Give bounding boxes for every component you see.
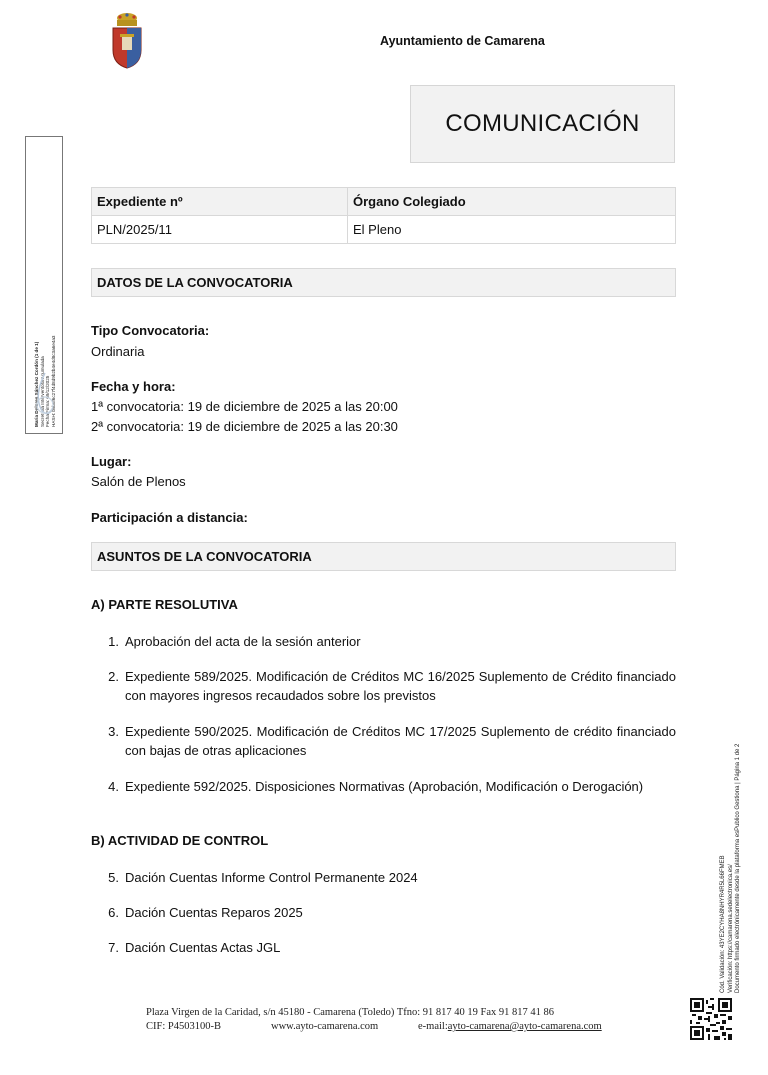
footer-cif: CIF: P4503100-B	[146, 1021, 221, 1032]
tipo-convocatoria-value: Ordinaria	[91, 344, 145, 359]
document-title: COMUNICACIÓN	[445, 110, 640, 137]
list-item-number: 2.	[108, 669, 119, 684]
table-row	[92, 216, 676, 244]
lugar-value: Salón de Plenos	[91, 474, 186, 489]
signer-role: Secretaria Interventora Acumulada	[39, 356, 45, 427]
tipo-convocatoria-label: Tipo Convocatoria:	[91, 323, 210, 338]
organo-value: El Pleno	[348, 216, 676, 244]
section-title: ASUNTOS DE LA CONVOCATORIA	[97, 549, 312, 564]
validation-url[interactable]: Verificación: https://camarena.sedelectronica.es/	[727, 864, 734, 993]
footer-email-link[interactable]: ayto-camarena@ayto-camarena.com	[447, 1021, 602, 1032]
organization-name: Ayuntamiento de Camarena	[380, 34, 545, 48]
signature-hash: HASH: b9b6f6c27f4d8d9b2b4e4d8c3a6e4a3	[50, 335, 56, 427]
validation-code: Cód. Validación: 43YE2CYHA8NHYR4R5L66FMEB	[719, 855, 726, 993]
table-header-organo: Órgano Colegiado	[348, 188, 676, 216]
segunda-convocatoria: 2ª convocatoria: 19 de diciembre de 2025 a las 20:30	[91, 419, 398, 434]
list-item-number: 1.	[108, 634, 119, 649]
table-header-row	[92, 188, 676, 216]
qr-code-icon[interactable]	[690, 998, 732, 1040]
list-item	[91, 777, 676, 796]
footer-contact-row	[146, 1020, 636, 1034]
signature-stamp-icon	[32, 369, 58, 419]
list-item	[91, 903, 676, 922]
list-item	[91, 722, 676, 760]
validation-note: Documento firmado electrónicamente desde la plataforma esPublico Gestiona | Página 1 de 2	[734, 743, 741, 993]
list-item	[91, 938, 676, 957]
signature-date: Fecha Firma: 09/12/2025	[45, 375, 50, 427]
footer-address: Plaza Virgen de la Caridad, s/n 45180 - Camarena (Toledo) Tfno: 91 817 40 19 Fax 91 817 41 86	[146, 1007, 555, 1018]
footer-website-link[interactable]: www.ayto-camarena.com	[271, 1021, 379, 1032]
list-item-text: Expediente 592/2025. Disposiciones Normativas (Aprobación, Modificación o Derogación)	[125, 779, 644, 794]
list-item-number: 6.	[108, 905, 119, 920]
list-item	[91, 667, 676, 705]
validation-text	[720, 663, 743, 993]
primera-convocatoria: 1ª convocatoria: 19 de diciembre de 2025 a las 20:00	[91, 399, 398, 414]
list-item-number: 4.	[108, 779, 119, 794]
list-item	[91, 868, 676, 887]
lugar-label: Lugar:	[91, 454, 132, 469]
list-item-text: Expediente 590/2025. Modificación de Créditos MC 17/2025 Suplemento de crédito financiado con bajas de otras aplicaciones	[125, 724, 676, 758]
list-item-number: 7.	[108, 940, 119, 955]
list-item-text: Dación Cuentas Actas JGL	[125, 940, 281, 955]
municipal-crest-logo	[108, 12, 146, 70]
table-header-expediente: Expediente nº	[92, 188, 348, 216]
list-item-number: 3.	[108, 724, 119, 739]
section-datos-convocatoria	[91, 268, 676, 297]
parte-resolutiva-heading: A) PARTE RESOLUTIVA	[91, 597, 238, 612]
section-title: DATOS DE LA CONVOCATORIA	[97, 275, 293, 290]
signer-name: Maria Dolores Sánchez Cordón (1 de 1)	[33, 341, 39, 427]
list-item	[91, 632, 676, 651]
list-item-text: Dación Cuentas Reparos 2025	[125, 905, 303, 920]
footer-email	[418, 1020, 602, 1034]
footer-email-label: e-mail:	[418, 1021, 448, 1032]
actividad-control-heading: B) ACTIVIDAD DE CONTROL	[91, 833, 269, 848]
list-item-text: Aprobación del acta de la sesión anterior	[125, 634, 361, 649]
expediente-value: PLN/2025/11	[92, 216, 348, 244]
fecha-hora-label: Fecha y hora:	[91, 379, 176, 394]
participacion-distancia-label: Participación a distancia:	[91, 510, 248, 525]
list-item-text: Dación Cuentas Informe Control Permanente 2024	[125, 870, 418, 885]
document-title-box	[410, 85, 675, 163]
section-asuntos-convocatoria	[91, 542, 676, 571]
list-item-number: 5.	[108, 870, 119, 885]
list-item-text: Expediente 589/2025. Modificación de Créditos MC 16/2025 Suplemento de Crédito financiado con mayores ingresos recaudados sobre los previstos	[125, 669, 676, 703]
expediente-table	[91, 187, 676, 244]
page-footer	[146, 1006, 636, 1034]
signature-box	[25, 136, 63, 434]
